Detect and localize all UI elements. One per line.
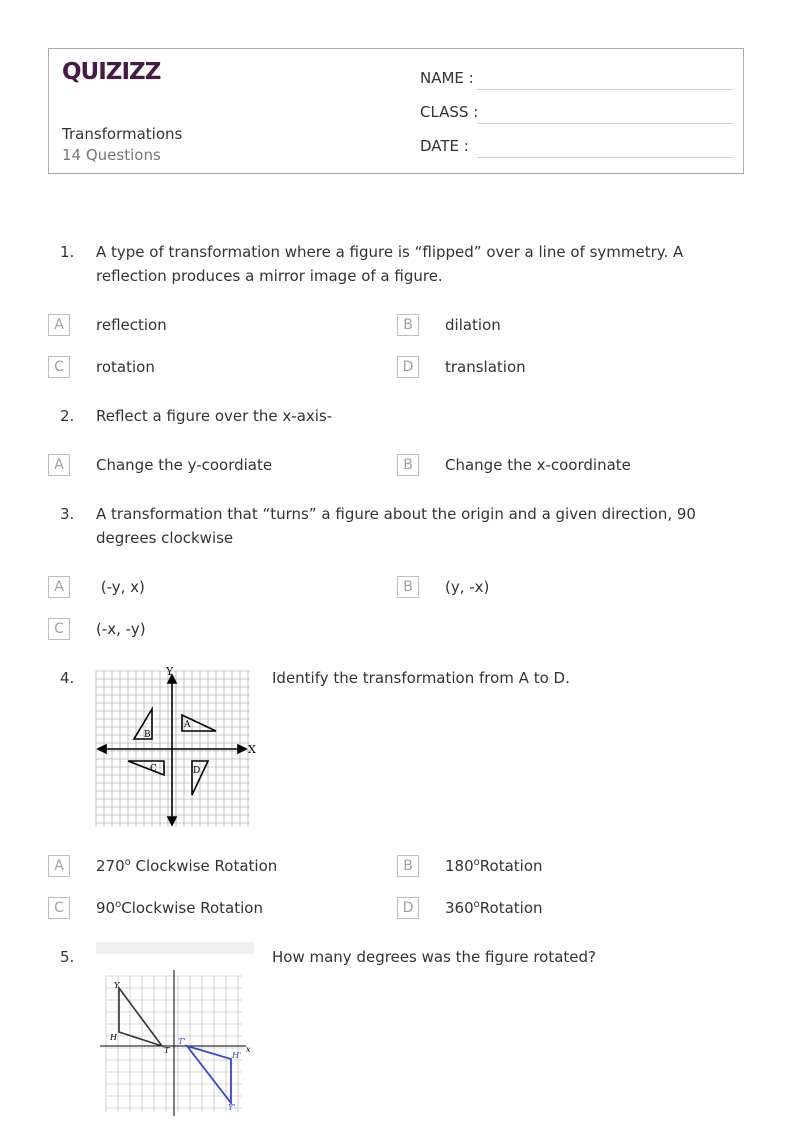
option-text[interactable]: 90$^o$Clockwise Rotation xyxy=(96,899,263,917)
question-text: A type of transformation where a figure is “flipped” over a line of symmetry. A reflection produces a mirror image of a figure. xyxy=(96,243,684,285)
screenshot-header-strip xyxy=(96,942,254,954)
option-letter-box[interactable]: B xyxy=(397,314,419,336)
option-text[interactable]: 270$^o$ Clockwise Rotation xyxy=(96,857,278,875)
option-text[interactable]: (-y, x) xyxy=(96,578,145,596)
point-h: H xyxy=(110,1033,117,1042)
option-text[interactable]: (y, -x) xyxy=(445,578,490,596)
option-text[interactable]: translation xyxy=(445,358,526,376)
triangle-c xyxy=(128,761,164,775)
class-line[interactable] xyxy=(477,123,733,124)
option-letter-box[interactable]: A xyxy=(48,454,70,476)
label-b: B xyxy=(144,730,151,740)
question-number: 1. xyxy=(60,243,75,261)
label-a: A xyxy=(184,720,191,730)
original-triangle xyxy=(119,988,162,1046)
worksheet-title: Transformations xyxy=(62,125,183,143)
question-number: 4. xyxy=(60,669,75,687)
point-t-prime: T' xyxy=(178,1037,186,1046)
x-axis-label: x xyxy=(246,1045,251,1054)
option-text[interactable]: reflection xyxy=(96,316,167,334)
question-count: 14 Questions xyxy=(62,146,161,164)
rotated-triangle xyxy=(187,1046,231,1103)
point-y-prime: Y' xyxy=(228,1103,236,1112)
option-text[interactable]: Change the y-coordiate xyxy=(96,456,273,474)
coordinate-grid-figure xyxy=(94,663,260,829)
option-letter-box[interactable]: D xyxy=(397,356,419,378)
option-letter-box[interactable]: A xyxy=(48,576,70,598)
date-line[interactable] xyxy=(477,157,733,158)
option-text[interactable]: (-x, -y) xyxy=(96,620,146,638)
option-letter-box[interactable]: A xyxy=(48,855,70,877)
question-number: 5. xyxy=(60,948,75,966)
point-h-prime: H' xyxy=(232,1051,242,1060)
x-axis-label: X xyxy=(248,743,256,756)
option-text[interactable]: Change the x-coordinate xyxy=(445,456,631,474)
option-text[interactable]: 360$^o$Rotation xyxy=(445,899,543,917)
option-text[interactable]: dilation xyxy=(445,316,501,334)
quizizz-logo: QUIZIZZ xyxy=(62,59,161,85)
worksheet-header xyxy=(48,48,744,174)
point-y: Y xyxy=(114,981,120,990)
option-letter-box[interactable]: C xyxy=(48,618,70,640)
option-letter-box[interactable]: B xyxy=(397,855,419,877)
question-text: Identify the transformation from A to D. xyxy=(272,669,570,687)
label-c: C xyxy=(150,764,157,774)
point-t: T xyxy=(164,1046,170,1055)
question-number: 2. xyxy=(60,407,75,425)
question-text: A transformation that “turns” a figure about the origin and a given direction, 90 degrees clockwise xyxy=(96,505,696,547)
question-number: 3. xyxy=(60,505,75,523)
question-text: How many degrees was the figure rotated? xyxy=(272,948,597,966)
option-text[interactable]: rotation xyxy=(96,358,155,376)
name-label: NAME : xyxy=(420,69,474,87)
option-letter-box[interactable]: C xyxy=(48,897,70,919)
y-axis-label: Y xyxy=(166,665,174,678)
option-letter-box[interactable]: B xyxy=(397,576,419,598)
option-letter-box[interactable]: B xyxy=(397,454,419,476)
option-letter-box[interactable]: C xyxy=(48,356,70,378)
question-text: Reflect a figure over the x-axis- xyxy=(96,407,333,425)
date-label: DATE : xyxy=(420,137,469,155)
option-letter-box[interactable]: D xyxy=(397,897,419,919)
class-label: CLASS : xyxy=(420,103,479,121)
option-text[interactable]: 180$^o$Rotation xyxy=(445,857,543,875)
name-line[interactable] xyxy=(477,89,733,90)
rotation-grid-figure xyxy=(94,940,256,1120)
option-letter-box[interactable]: A xyxy=(48,314,70,336)
label-d: D xyxy=(193,766,201,776)
